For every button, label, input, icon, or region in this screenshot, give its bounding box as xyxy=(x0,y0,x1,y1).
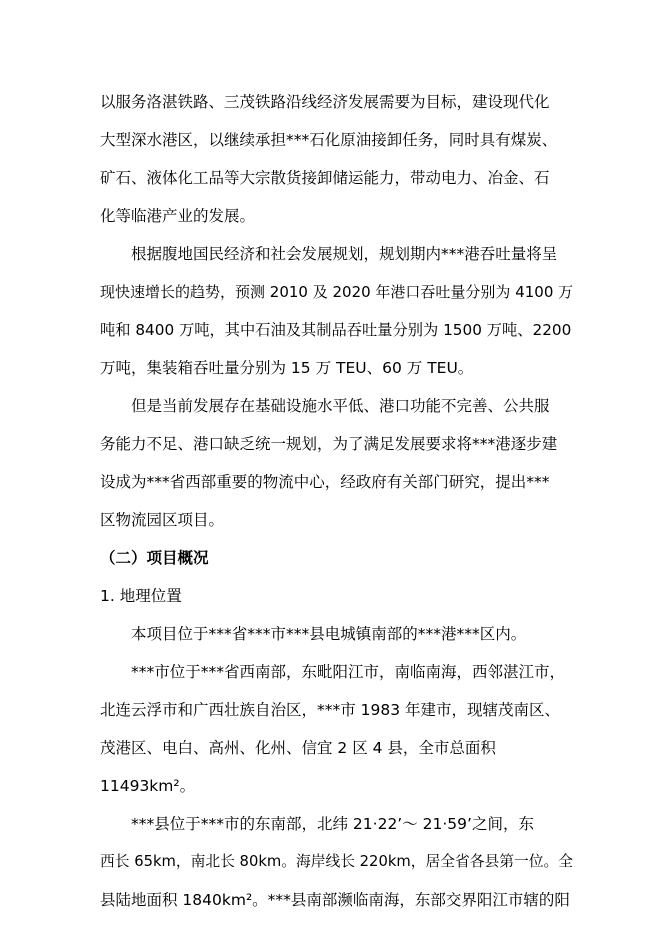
paragraph-line: 区物流园区项目。 xyxy=(100,511,225,529)
paragraph-line: ***县位于***市的东南部，北纬 21·22’～ 21·59’之间，东 xyxy=(131,815,534,833)
paragraph-line: ***市位于***省西南部，东毗阳江市，南临南海，西邻湛江市， xyxy=(131,663,566,681)
paragraph-line: 北连云浮市和广西壮族自治区，***市 1983 年建市，现辖茂南区、 xyxy=(100,701,561,719)
paragraph-line: 县陆地面积 1840km²。***县南部濒临南海，东部交界阳江市辖的阳 xyxy=(100,891,570,909)
paragraph-line: 但是当前发展存在基础设施水平低、港口功能不完善、公共服 xyxy=(131,397,550,415)
paragraph-line: 现快速增长的趋势，预测 2010 及 2020 年港口吞吐量分别为 4100 万 xyxy=(100,283,574,301)
paragraph-line: 西长 65km，南北长 80km。海岸线长 220km，居全省各县第一位。全 xyxy=(100,853,573,870)
paragraph-line: 大型深水港区，以继续承担***石化原油接卸任务，同时具有煤炭、 xyxy=(100,131,558,149)
paragraph-line: 以服务洛湛铁路、三茂铁路沿线经济发展需要为目标，建设现代化 xyxy=(100,93,550,111)
paragraph-line: 11493km²。 xyxy=(100,777,196,795)
subsection-heading: 1. 地理位置 xyxy=(100,587,182,605)
paragraph-line: 本项目位于***省***市***县电城镇南部的***港***区内。 xyxy=(131,625,527,643)
paragraph-line: 吨和 8400 万吨，其中石油及其制品吞吐量分别为 1500 万吨、2200 xyxy=(100,321,572,339)
paragraph-line: 务能力不足、港口缺乏统一规划，为了满足发展要求将***港逐步建 xyxy=(100,435,558,453)
paragraph-line: 茂港区、电白、高州、化州、信宜 2 区 4 县，全市总面积 xyxy=(100,739,496,757)
section-heading: （二）项目概况 xyxy=(100,549,209,567)
paragraph-line: 化等临港产业的发展。 xyxy=(100,207,256,225)
paragraph-line: 根据腹地国民经济和社会发展规划，规划期内***港吞吐量将呈 xyxy=(131,245,558,263)
paragraph-line: 万吨，集装箱吞吐量分别为 15 万 TEU、60 万 TEU。 xyxy=(100,359,474,377)
paragraph-line: 矿石、液体化工品等大宗散货接卸储运能力，带动电力、冶金、石 xyxy=(100,169,550,187)
paragraph-line: 设成为***省西部重要的物流中心，经政府有关部门研究，提出*** xyxy=(100,473,550,491)
